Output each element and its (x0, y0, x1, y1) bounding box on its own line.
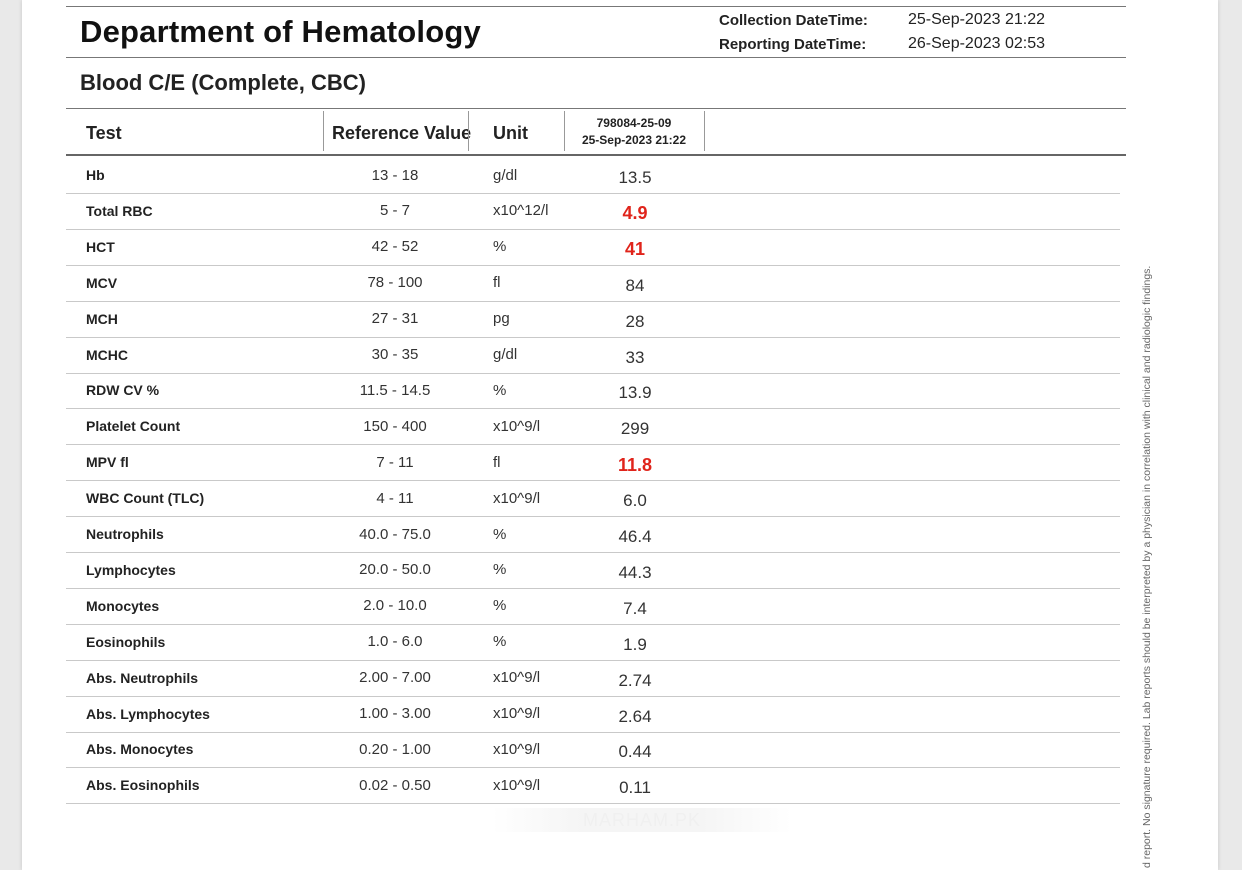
table-row (66, 696, 1120, 733)
header-bottom-rule (66, 57, 1126, 58)
collection-datetime-label: Collection DateTime: (719, 12, 868, 29)
table-row (66, 588, 1120, 625)
test-name: Eosinophils (86, 633, 166, 650)
reference-value: 30 - 35 (371, 346, 419, 363)
report-page (22, 0, 1218, 870)
test-name: HCT (86, 238, 115, 255)
table-row (66, 193, 1120, 230)
result-value: 0.44 (618, 742, 652, 762)
reference-value: 0.02 - 0.50 (359, 776, 431, 794)
unit: % (493, 561, 507, 579)
result-value: 6.0 (623, 491, 647, 511)
table-row (66, 229, 1120, 266)
unit: g/dl (493, 346, 518, 363)
disclaimer-note: d report. No signature required. Lab reports should be interpreted by a physician in correlation with clinical and radiologic findings. (1141, 265, 1153, 868)
unit: g/dl (493, 166, 518, 184)
column-header-sample (564, 115, 704, 149)
column-header-reference: Reference Value (332, 122, 472, 143)
reference-value: 0.20 - 1.00 (359, 740, 431, 758)
test-name: WBC Count (TLC) (86, 490, 205, 507)
table-row (66, 265, 1120, 302)
reference-value: 1.00 - 3.00 (359, 705, 431, 722)
reference-value: 2.00 - 7.00 (359, 669, 431, 687)
reference-value: 27 - 31 (371, 310, 419, 328)
table-row (66, 624, 1120, 661)
result-value: 13.5 (618, 168, 652, 187)
unit: % (493, 381, 507, 399)
test-name: MPV fl (86, 454, 129, 471)
panel-title: Blood C/E (Complete, CBC) (80, 70, 366, 95)
test-name: MCV (86, 274, 118, 291)
result-value: 1.9 (623, 634, 647, 654)
unit: x10^9/l (493, 705, 541, 722)
test-name: Lymphocytes (86, 561, 176, 578)
column-header-unit: Unit (493, 122, 528, 143)
test-name: Abs. Monocytes (86, 741, 194, 758)
unit: fl (493, 274, 501, 292)
test-name: Monocytes (86, 597, 160, 614)
table-row (66, 408, 1120, 445)
reference-value: 20.0 - 50.0 (359, 561, 431, 579)
result-value: 11.8 (617, 454, 653, 475)
sample-datetime: 25-Sep-2023 21:22 (581, 133, 687, 147)
reporting-datetime-value: 26-Sep-2023 02:53 (908, 35, 1045, 52)
table-row (66, 301, 1120, 338)
unit: % (493, 597, 507, 615)
department-title: Department of Hematology (80, 14, 481, 49)
table-row (66, 372, 1120, 409)
table-row (66, 660, 1120, 697)
reference-value: 40.0 - 75.0 (359, 525, 431, 543)
result-value: 4.9 (622, 203, 648, 224)
unit: % (493, 238, 507, 256)
reference-value: 42 - 52 (371, 238, 419, 256)
reference-value: 4 - 11 (376, 489, 414, 507)
result-value: 13.9 (618, 383, 652, 403)
column-separator (704, 111, 705, 151)
table-row (66, 480, 1120, 517)
table-row (66, 767, 1120, 804)
table-row (66, 552, 1120, 589)
test-name: Abs. Eosinophils (86, 777, 200, 794)
reference-value: 2.0 - 10.0 (363, 597, 427, 615)
collection-datetime-value: 25-Sep-2023 21:22 (908, 11, 1045, 28)
reference-value: 5 - 7 (379, 202, 410, 220)
unit: x10^9/l (493, 489, 541, 507)
test-name: Abs. Lymphocytes (86, 705, 210, 722)
unit: x10^9/l (493, 776, 541, 794)
test-name: Abs. Neutrophils (86, 669, 199, 686)
reporting-datetime-label: Reporting DateTime: (719, 36, 867, 53)
test-name: Neutrophils (86, 526, 164, 542)
unit: x10^9/l (493, 417, 541, 435)
column-separator (468, 111, 469, 151)
test-name: RDW CV % (86, 382, 160, 399)
top-rule (66, 6, 1126, 7)
header-row-rule (66, 154, 1126, 156)
reference-value: 13 - 18 (371, 166, 419, 184)
unit: % (493, 633, 507, 651)
reference-value: 150 - 400 (363, 417, 427, 435)
table-row (66, 337, 1120, 374)
unit: fl (493, 453, 501, 471)
result-value: 7.4 (623, 598, 647, 618)
column-header-test: Test (86, 122, 122, 143)
reference-value: 78 - 100 (367, 274, 423, 292)
result-value: 44.3 (618, 562, 652, 582)
sample-id: 798084-25-09 (596, 116, 672, 130)
table-row (66, 157, 1120, 194)
reference-value: 1.0 - 6.0 (367, 633, 423, 651)
unit: % (493, 525, 507, 543)
result-value: 33 (625, 347, 645, 367)
result-value: 41 (624, 239, 646, 260)
table-row (66, 516, 1120, 553)
unit: pg (493, 310, 510, 328)
watermark: MARHAM.PK (492, 808, 792, 832)
result-value: 28 (625, 311, 645, 331)
test-name: MCH (86, 310, 118, 327)
column-separator (323, 111, 324, 151)
table-row (66, 444, 1120, 481)
test-name: Hb (86, 167, 105, 183)
test-name: Platelet Count (86, 418, 181, 435)
result-value: 46.4 (618, 527, 652, 546)
test-name: Total RBC (86, 202, 153, 219)
table-top-rule (66, 108, 1126, 109)
reference-value: 7 - 11 (376, 453, 414, 471)
unit: x10^9/l (493, 669, 541, 687)
result-value: 84 (625, 275, 645, 295)
unit: x10^9/l (493, 740, 541, 758)
result-value: 2.64 (618, 706, 652, 726)
result-value: 0.11 (619, 778, 651, 798)
result-value: 2.74 (618, 670, 652, 690)
test-name: MCHC (86, 346, 128, 363)
reference-value: 11.5 - 14.5 (359, 381, 431, 399)
unit: x10^12/l (493, 202, 549, 220)
result-value: 299 (620, 419, 650, 439)
table-row (66, 731, 1120, 768)
